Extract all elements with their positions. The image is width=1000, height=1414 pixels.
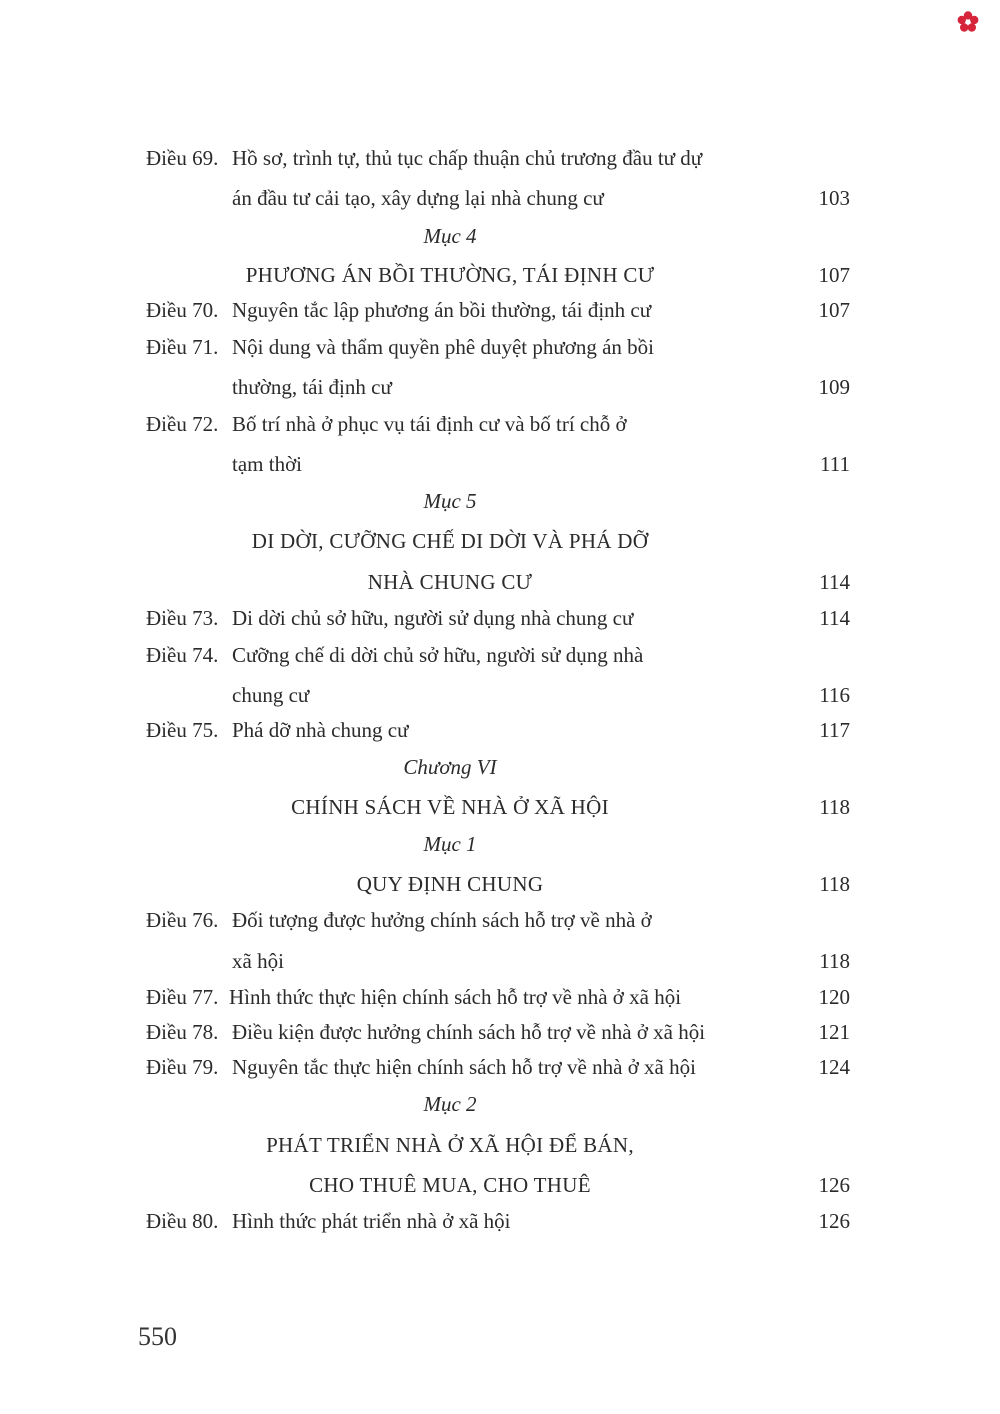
article-title-continued: thường, tái định cư (232, 375, 392, 399)
article-title: Cưỡng chế di dời chủ sở hữu, người sử dụng nhà (232, 643, 644, 667)
article-label: Điều 80. (146, 1209, 219, 1233)
article-label: Điều 73. (146, 606, 219, 630)
chapter-title: CHÍNH SÁCH VỀ NHÀ Ở XÃ HỘI (291, 795, 609, 819)
article-label: Điều 79. (146, 1055, 219, 1079)
article-title: Điều kiện được hưởng chính sách hỗ trợ về nhà ở xã hội (232, 1020, 706, 1044)
section-title: QUY ĐỊNH CHUNG (356, 872, 544, 896)
article-title: Hồ sơ, trình tự, thủ tục chấp thuận chủ trương đầu tư dự (232, 146, 703, 170)
article-title: Di dời chủ sở hữu, người sử dụng nhà chung cư (232, 606, 634, 630)
section-heading: Mục 5 (423, 489, 477, 513)
article-title-continued: xã hội (232, 949, 284, 973)
page-number: 118 (819, 795, 850, 819)
page-number: 124 (818, 1055, 850, 1079)
page-number: 117 (819, 718, 850, 742)
article-label: Điều 78. (146, 1020, 219, 1044)
page-number: 109 (818, 375, 850, 399)
page-number: 111 (820, 452, 850, 476)
section-title: PHƯƠNG ÁN BỒI THƯỜNG, TÁI ĐỊNH CƯ (245, 263, 655, 287)
section-title-continued: NHÀ CHUNG CƯ (367, 570, 533, 594)
article-title: Nội dung và thẩm quyền phê duyệt phương án bồi (232, 335, 654, 359)
page-number: 120 (818, 985, 850, 1009)
article-title: Hình thức phát triển nhà ở xã hội (232, 1209, 511, 1233)
section-title: PHÁT TRIỂN NHÀ Ở XÃ HỘI ĐỂ BÁN, (266, 1133, 634, 1157)
article-title: Bố trí nhà ở phục vụ tái định cư và bố trí chỗ ở (232, 412, 627, 436)
chapter-heading: Chương VI (403, 755, 497, 779)
article-title-continued: tạm thời (232, 452, 303, 476)
page-number: 118 (819, 872, 850, 896)
article-label: Điều 72. (146, 412, 219, 436)
section-title: DI DỜI, CƯỠNG CHẾ DI DỜI VÀ PHÁ DỠ (251, 529, 649, 553)
page-number: 118 (819, 949, 850, 973)
page-number: 114 (819, 570, 850, 594)
section-heading: Mục 4 (423, 224, 477, 248)
article-title: Nguyên tắc lập phương án bồi thường, tái định cư (232, 298, 652, 322)
article-title-continued: án đầu tư cải tạo, xây dựng lại nhà chung cư (232, 186, 604, 210)
article-title-continued: chung cư (232, 683, 310, 707)
page-number: 103 (818, 186, 850, 210)
page-number: 121 (818, 1020, 850, 1044)
article-label: Điều 70. (146, 298, 219, 322)
article-label: Điều 77. (146, 985, 219, 1009)
article-label: Điều 69. (146, 146, 219, 170)
article-title: Đối tượng được hưởng chính sách hỗ trợ về nhà ở (232, 908, 652, 932)
section-heading: Mục 2 (423, 1092, 477, 1116)
page-number: 126 (818, 1209, 850, 1233)
page-number: 126 (818, 1173, 850, 1197)
page-folio: 550 (138, 1322, 177, 1351)
section-heading: Mục 1 (423, 832, 477, 856)
article-title: Hình thức thực hiện chính sách hỗ trợ về nhà ở xã hội (229, 985, 682, 1009)
page-number: 107 (818, 263, 850, 287)
flower-icon (956, 10, 980, 34)
page-number: 107 (818, 298, 850, 322)
section-title-continued: CHO THUÊ MUA, CHO THUÊ (309, 1173, 591, 1197)
article-label: Điều 75. (146, 718, 219, 742)
page-number: 116 (819, 683, 850, 707)
article-label: Điều 71. (146, 335, 219, 359)
article-label: Điều 74. (146, 643, 219, 667)
article-title: Nguyên tắc thực hiện chính sách hỗ trợ về nhà ở xã hội (232, 1055, 696, 1079)
article-title: Phá dỡ nhà chung cư (232, 718, 409, 742)
article-label: Điều 76. (146, 908, 219, 932)
page-number: 114 (819, 606, 850, 630)
